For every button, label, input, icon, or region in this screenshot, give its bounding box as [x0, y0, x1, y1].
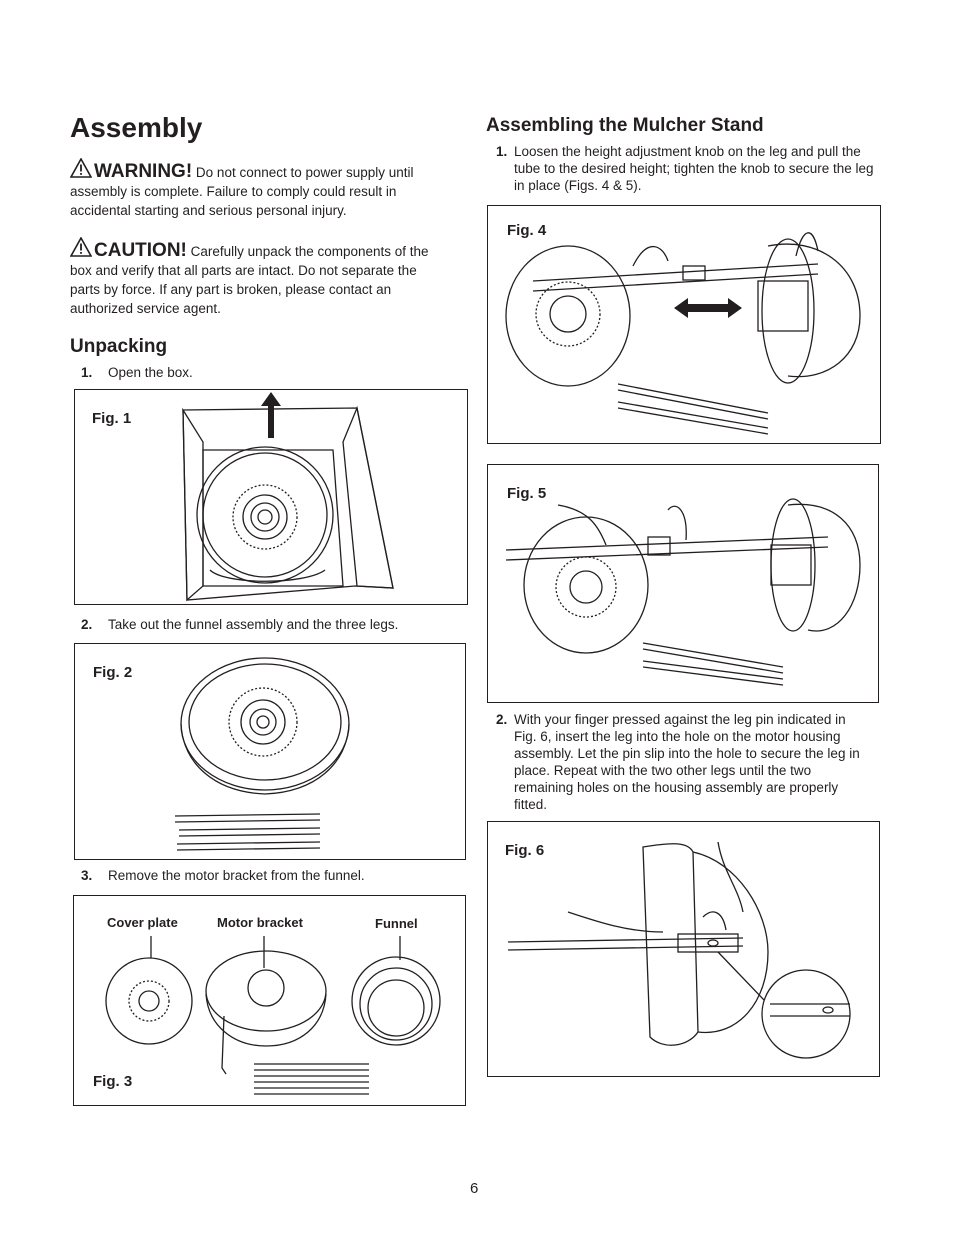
motor-bracket-label: Motor bracket	[217, 915, 303, 930]
step-text: Take out the funnel assembly and the three legs.	[108, 617, 399, 632]
warning-text: Do not connect to power supply until assembly is complete. Failure to comply could result in accidental starting and serious personal injury.	[70, 165, 414, 218]
figure-label: Fig. 6	[505, 842, 545, 859]
cover-plate-label: Cover plate	[107, 915, 178, 930]
leg-tighten-illustration	[488, 465, 880, 704]
figure-label: Fig. 2	[93, 664, 133, 681]
box-illustration	[75, 390, 469, 606]
step-text: Loosen the height adjustment knob on the leg and pull the tube to the desired height; tighten the knob to secure the leg in place (Figs. 4 & 5).	[514, 144, 874, 193]
unpacking-heading: Unpacking	[70, 336, 168, 357]
step-text: Open the box.	[108, 365, 193, 380]
page-number: 6	[470, 1180, 479, 1197]
caution-triangle-icon	[70, 237, 92, 257]
step-number: 1.	[81, 365, 93, 380]
leg-adjust-illustration	[488, 206, 882, 445]
figure-1-open-box	[74, 389, 468, 605]
figure-3-components	[73, 895, 466, 1106]
unpacking-step-2	[81, 616, 461, 633]
caution-label: CAUTION!	[94, 240, 187, 261]
warning-label: WARNING!	[94, 161, 193, 182]
figure-label: Fig. 3	[93, 1073, 133, 1090]
warning-notice	[70, 158, 450, 220]
step-number: 1.	[496, 144, 508, 159]
figure-label: Fig. 4	[507, 222, 547, 239]
warning-triangle-icon	[70, 158, 92, 178]
caution-text: Carefully unpack the components of the box and verify that all parts are intact. Do not separate the parts by force. If any part is broken, please contact an authorized service agent.	[70, 244, 429, 316]
funnel-label: Funnel	[375, 916, 418, 931]
step-text: With your finger pressed against the leg pin indicated in Fig. 6, insert the leg into the hole on the motor housing assembly. Let the pin slip into the hole to secure the leg in place. Repeat with the two other legs until the two remaining holes on the housing assembly are properly fitted.	[514, 712, 860, 812]
stand-heading: Assembling the Mulcher Stand	[486, 115, 764, 136]
figure-6-insert-leg	[487, 821, 880, 1077]
stand-step-2	[496, 711, 881, 812]
leg-insert-illustration	[488, 822, 881, 1078]
step-text: Remove the motor bracket from the funnel.	[108, 868, 365, 883]
caution-notice	[70, 237, 445, 318]
figure-2-funnel-and-legs	[74, 643, 466, 860]
stand-step-1	[496, 143, 881, 193]
funnel-illustration	[75, 644, 467, 861]
page-title: Assembly	[70, 112, 203, 143]
figure-5-tighten-leg	[487, 464, 879, 703]
step-number: 2.	[496, 712, 508, 727]
unpacking-step-3	[81, 867, 461, 884]
step-number: 2.	[81, 617, 93, 632]
figure-4-adjust-leg	[487, 205, 881, 444]
components-illustration	[74, 896, 467, 1107]
unpacking-step-1	[81, 364, 461, 381]
figure-label: Fig. 5	[507, 485, 547, 502]
step-number: 3.	[81, 868, 93, 883]
figure-label: Fig. 1	[92, 410, 132, 427]
